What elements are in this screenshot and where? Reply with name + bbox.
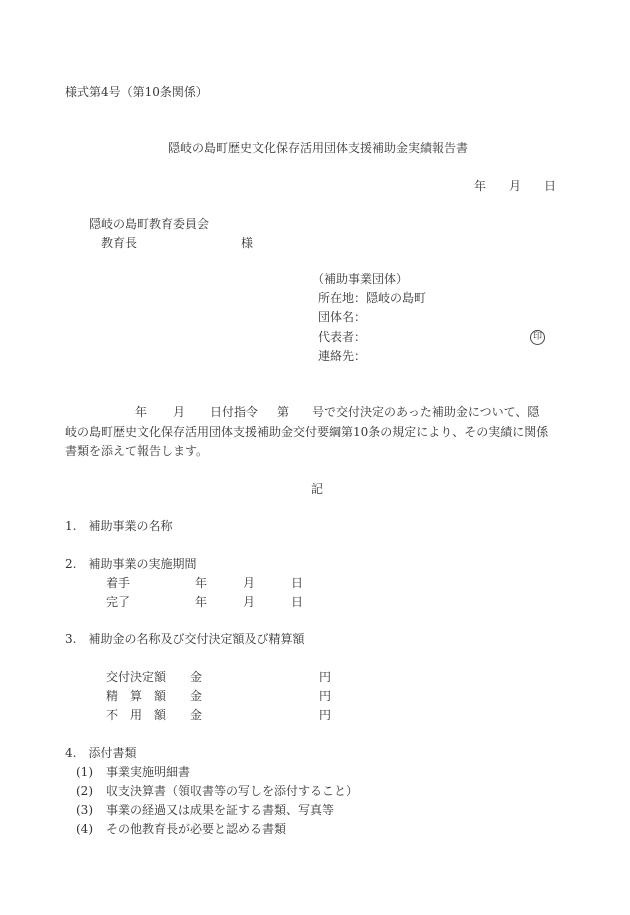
attachment-number: (1) — [76, 765, 93, 779]
body-line1-rest: 号で交付決定のあった補助金について、隠 — [312, 405, 540, 419]
applicant-contact-field — [318, 350, 366, 362]
amount-yen: 円 — [319, 670, 332, 684]
applicant-heading: （補助事業団体） — [312, 272, 409, 286]
body-line3: 書類を添えて報告します。 — [65, 444, 209, 458]
period-day: 日 — [291, 595, 304, 609]
attachment-text: 事業の経過又は成果を証する書類、写真等 — [106, 803, 335, 817]
field-label: 団体名： — [318, 310, 367, 324]
amount-label: 不 用 額 — [106, 708, 167, 722]
period-month: 月 — [243, 595, 256, 609]
period-year: 年 — [195, 576, 208, 590]
date-year: 年 — [474, 179, 487, 193]
amount-kin: 金 — [190, 708, 203, 722]
field-label: 連絡先： — [318, 349, 367, 363]
seal-icon: 印 — [530, 330, 545, 345]
period-day: 日 — [291, 576, 304, 590]
applicant-representative-field — [318, 331, 366, 343]
attachment-text: 収支決算書（領収書等の写しを添付すること） — [106, 784, 359, 798]
body-year: 年 — [135, 405, 148, 419]
amount-yen: 円 — [319, 689, 332, 703]
attachment-text: その他教育長が必要と認める書類 — [106, 822, 287, 836]
amount-yen: 円 — [319, 708, 332, 722]
attachment-number: (3) — [76, 803, 93, 817]
amount-label: 精 算 額 — [106, 689, 167, 703]
section-3-title: 3. 補助金の名称及び交付決定額及び精算額 — [65, 632, 305, 646]
field-label: 代表者： — [318, 330, 367, 344]
amount-label: 交付決定額 — [106, 670, 167, 684]
body-month: 月 — [173, 405, 186, 419]
addressee-honorific: 様 — [241, 236, 254, 250]
attachment-number: (2) — [76, 784, 93, 798]
field-label: 所在地： — [318, 291, 367, 305]
period-month: 月 — [243, 576, 256, 590]
ki-heading: 記 — [311, 482, 324, 496]
date-day: 日 — [544, 179, 557, 193]
period-year: 年 — [195, 595, 208, 609]
amount-kin: 金 — [190, 689, 203, 703]
applicant-address-field — [318, 292, 426, 304]
section-4-title: 4. 添付書類 — [65, 746, 137, 760]
period-label: 完了 — [106, 595, 131, 609]
document-title: 隠岐の島町歴史文化保存活用団体支援補助金実績報告書 — [168, 141, 469, 155]
attachment-text: 事業実施明細書 — [106, 765, 191, 779]
attachment-number: (4) — [76, 822, 93, 836]
body-line2: 岐の島町歴史文化保存活用団体支援補助金交付要綱第10条の規定により、その実績に関係 — [65, 425, 549, 439]
addressee-organization: 隠岐の島町教育委員会 — [89, 217, 210, 231]
body-dai: 第 — [277, 405, 290, 419]
field-value: 隠岐の島町 — [366, 291, 427, 305]
period-label: 着手 — [106, 576, 131, 590]
form-number: 様式第4号（第10条関係） — [65, 85, 208, 99]
addressee-position: 教育長 — [101, 236, 138, 250]
applicant-org-name-field — [318, 311, 366, 323]
body-day-ref: 日付指令 — [210, 405, 259, 419]
amount-kin: 金 — [190, 670, 203, 684]
section-2-title: 2. 補助事業の実施期間 — [65, 557, 197, 571]
date-month: 月 — [509, 179, 522, 193]
section-1-title: 1. 補助事業の名称 — [65, 519, 173, 533]
